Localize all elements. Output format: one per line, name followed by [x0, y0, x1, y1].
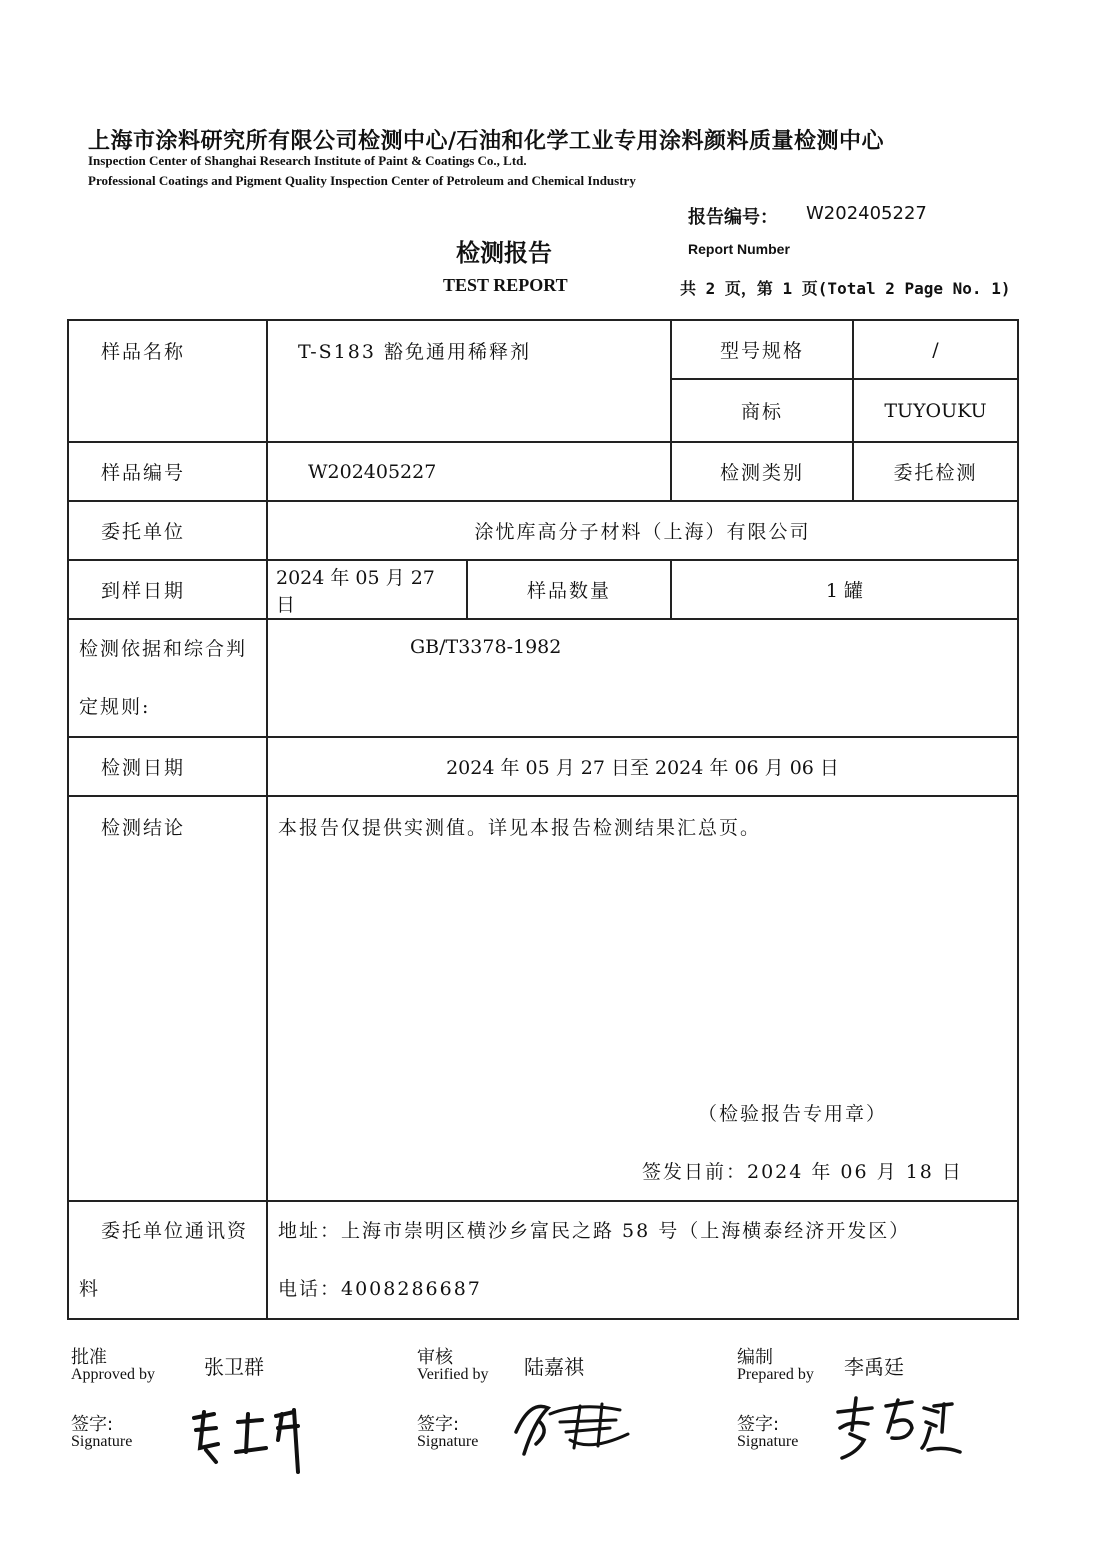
brand-label: 商标	[671, 379, 853, 442]
test-type-value: 委托检测	[853, 442, 1018, 501]
test-basis-label	[68, 619, 267, 737]
verifier-name: 陆嘉祺	[524, 1355, 584, 1379]
approved-label-cn: 批准	[71, 1347, 107, 1368]
client-name: 涂忧库高分子材料（上海）有限公司	[267, 501, 1018, 560]
test-basis-label-line-1: 检测依据和综合判	[79, 638, 248, 660]
report-title-en: TEST REPORT	[443, 275, 568, 295]
approver-name: 张卫群	[204, 1355, 264, 1379]
quantity-label: 样品数量	[467, 560, 671, 619]
test-basis: GB/T3378-1982	[267, 619, 1018, 737]
verified-label-en: Verified by	[417, 1366, 489, 1383]
sample-name-label: 样品名称	[68, 320, 267, 442]
sample-number-label: 样品编号	[68, 442, 267, 501]
signature-label-cn-3: 签字:	[737, 1414, 780, 1435]
arrival-date: 2024 年 05 月 27 日	[267, 560, 467, 619]
contact-label-line-1: 委托单位通讯资	[101, 1220, 249, 1242]
client-address: 地址：上海市崇明区横沙乡富民之路 58 号（上海横泰经济开发区）	[278, 1220, 911, 1242]
contact-label	[68, 1201, 267, 1319]
client-phone: 电话：4008286687	[278, 1278, 482, 1300]
prepared-label-en: Prepared by	[737, 1366, 814, 1383]
page-count: 共 2 页，第 1 页(Total 2 Page No. 1)	[680, 279, 1011, 298]
report-number-label: 报告编号：	[688, 207, 778, 228]
signature-label-en-1: Signature	[71, 1433, 133, 1450]
seal-note: （检验报告专用章）	[698, 1103, 888, 1125]
preparer-name: 李禹廷	[844, 1355, 904, 1379]
test-type-label: 检测类别	[671, 442, 853, 501]
model-label: 型号规格	[671, 320, 853, 379]
signature-label-en-3: Signature	[737, 1433, 799, 1450]
test-date-label: 检测日期	[68, 737, 267, 796]
sample-quantity: 1 罐	[671, 560, 1018, 619]
arrival-date-label: 到样日期	[68, 560, 267, 619]
approved-label-en: Approved by	[71, 1366, 155, 1383]
signature-label-cn-1: 签字:	[71, 1414, 114, 1435]
preparer-handwritten-signature	[828, 1392, 968, 1464]
approver-handwritten-signature	[186, 1400, 316, 1475]
report-number: W202405227	[806, 203, 927, 224]
test-date: 2024 年 05 月 27 日至 2024 年 06 月 06 日	[267, 737, 1018, 796]
sample-number: W202405227	[267, 442, 671, 501]
conclusion-cell	[267, 796, 1018, 1201]
test-basis-label-line-2: 定规则:	[79, 696, 151, 718]
report-number-label-en: Report Number	[688, 241, 790, 257]
conclusion-label: 检测结论	[68, 796, 267, 1201]
institution-name-en-1: Inspection Center of Shanghai Research Institute of Paint & Coatings Co., Ltd.	[88, 153, 527, 168]
prepared-label-cn: 编制	[737, 1347, 773, 1368]
institution-name-cn: 上海市涂料研究所有限公司检测中心/石油和化学工业专用涂料颜料质量检测中心	[88, 128, 885, 154]
model-value: /	[853, 320, 1018, 379]
contact-label-line-2: 料	[79, 1278, 101, 1300]
report-title-cn: 检测报告	[456, 238, 552, 267]
client-label: 委托单位	[68, 501, 267, 560]
sample-name: T-S183 豁免通用稀释剂	[267, 320, 671, 442]
signature-label-cn-2: 签字:	[417, 1414, 460, 1435]
contact-info	[267, 1201, 1018, 1319]
verified-label-cn: 审核	[417, 1347, 453, 1368]
verifier-handwritten-signature	[510, 1392, 640, 1462]
brand-value: TUYOUKU	[853, 379, 1018, 442]
report-table	[67, 319, 1019, 1320]
issue-date: 签发日前：2024 年 06 月 18 日	[642, 1161, 963, 1183]
institution-name-en-2: Professional Coatings and Pigment Quality Inspection Center of Petroleum and Chemical Industry	[88, 173, 636, 188]
signature-label-en-2: Signature	[417, 1433, 479, 1450]
conclusion-text: 本报告仅提供实测值。详见本报告检测结果汇总页。	[278, 817, 762, 839]
